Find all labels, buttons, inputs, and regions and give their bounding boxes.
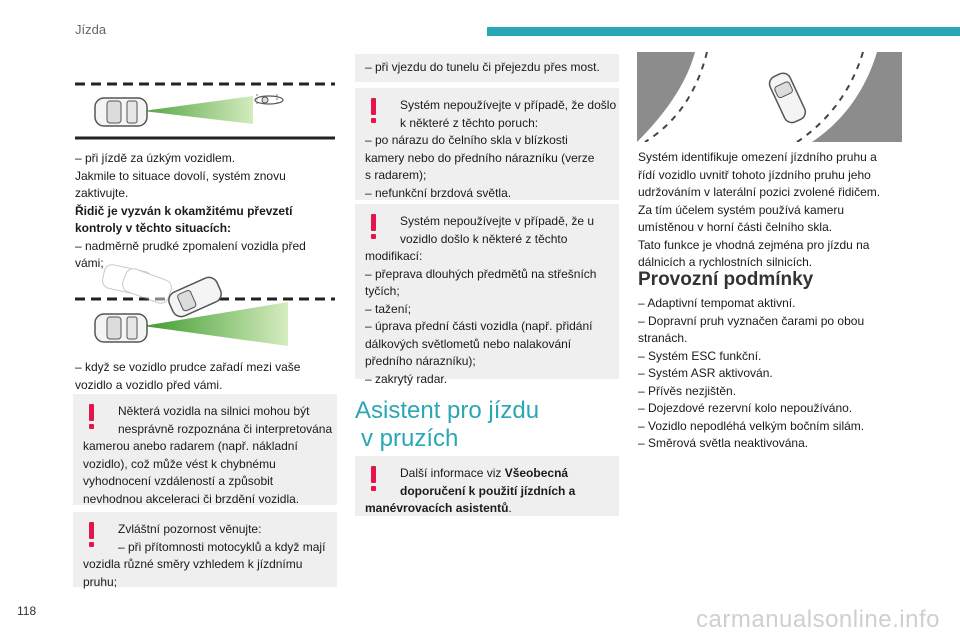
list-item: – Směrová světla neaktivována. [638, 436, 809, 450]
illustration-narrow-vehicle [73, 78, 337, 140]
warning-box-4: Systém nepoužívejte v případě, že u vozidlo došlo k některé z těchto modifikací: – přeprava dlouhých předmětů na střešních tyčích; – tažení; – úprava přední části vozidla (např. přidání dálkových světlometů nebo nalakování předního nárazníku); – zakrytý radar. [355, 204, 619, 379]
cut-in-car-icon [166, 275, 224, 320]
warning-icon [89, 522, 94, 548]
list-item: – Dopravní pruh vyznačen čarami po obou [638, 313, 865, 328]
warning-icon [371, 466, 376, 492]
list-item: – Přívěs nezjištěn. [638, 383, 737, 398]
info-box-continued: – při vjezdu do tunelu či přejezdu přes most. [355, 54, 619, 82]
list-item: – Systém ESC funkční. [638, 348, 762, 363]
warning-icon [371, 98, 376, 124]
list-item: – Adaptivní tempomat aktivní. [638, 296, 796, 310]
list-item: – Dojezdové rezervní kolo nepoužíváno. [638, 401, 853, 415]
watermark: carmanualsonline.info [696, 606, 940, 633]
conditions-list [638, 295, 864, 453]
list-item: – Vozidlo nepodléhá velkým bočním silám. [638, 418, 865, 433]
list-item: stranách. [638, 331, 688, 345]
illustration-cut-in-vehicle [73, 262, 337, 348]
car-icon [767, 71, 808, 126]
subsection-title: Provozní podmínky [638, 269, 814, 290]
page-number: 118 [17, 604, 37, 618]
motorcycle-icon [255, 94, 283, 106]
car-icon [95, 314, 147, 342]
col1-text-2: – když se vozidlo prudce zařadí mezi vaše vozidlo a vozidlo před vámi. [75, 360, 301, 392]
warning-icon [371, 214, 376, 240]
col3-description: Systém identifikuje omezení jízdního pruhu a řídí vozidlo uvnitř tohoto jízdního pruhu jeho udržováním v laterální pozici zvolené řidičem. Za tím účelem systém používá kameru umístěnou v horní části čelního skla. Tato funkce je vhodná zejména pro jízdu na dálnicích a rychlostních silnicích. [638, 150, 881, 269]
warning-box-1: Některá vozidla na silnici mohou být nesprávně rozpoznána či interpretována kamerou anebo radarem (např. nákladní vozidlo), což může vést k chybnému vyhodnocení vzdáleností a způsobit nevhodnou akceleraci či brzdění vozidla. [73, 394, 337, 505]
warning-box-2: Zvláštní pozornost věnujte: – při přítomnosti motocyklů a když mají vozidla různé směry vzhledem k jízdnímu pruhu; [73, 512, 337, 587]
header-accent-bar [487, 27, 960, 36]
chapter-title: Jízda [75, 22, 107, 37]
warning-box-5: Další informace viz Všeobecná doporučení k použití jízdních a manévrovacích asistentů. [355, 456, 619, 516]
illustration-lane-curve [637, 52, 902, 142]
warning-icon [89, 404, 94, 430]
car-icon [95, 98, 147, 126]
warning-box-3: Systém nepoužívejte v případě, že došlo k některé z těchto poruch: – po nárazu do čelního skla v blízkosti kamery nebo do předního nárazníku (verze s radarem); – nefunkční brzdová světla. [355, 88, 619, 200]
section-title: Asistent pro jízdu v pruzích [355, 397, 540, 452]
list-item: – Systém ASR aktivován. [638, 366, 773, 380]
col1-text-1: – při jízdě za úzkým vozidlem. Jakmile to situace dovolí, systém znovu zaktivujte. Řidič je vyzván k okamžitému převzetí kontroly v těchto situacích: – nadměrně prudké zpomalení vozidla před vámi; [75, 151, 306, 270]
